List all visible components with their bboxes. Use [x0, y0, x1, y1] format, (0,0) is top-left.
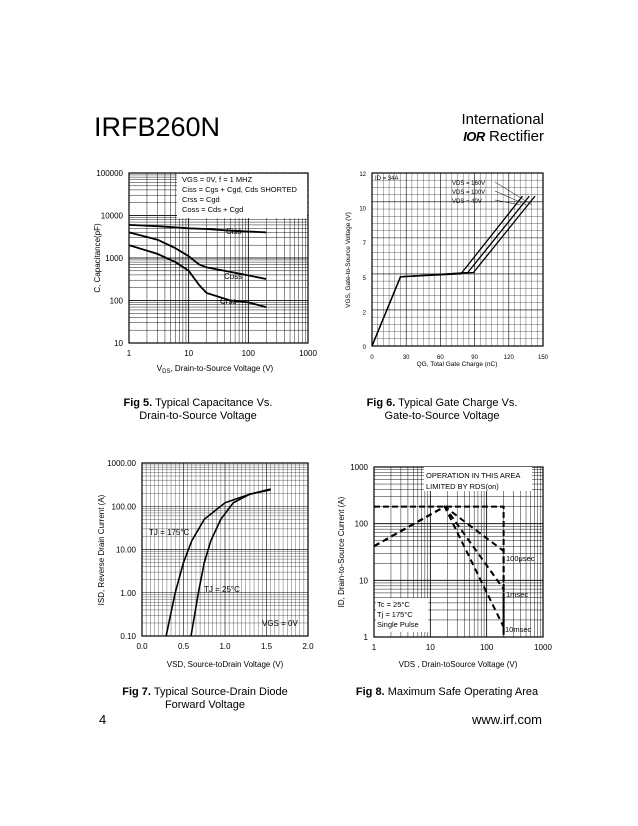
fig8-x-axis-label: VDS , Drain-toSource Voltage (V): [398, 660, 518, 669]
fig8-caption-line1: Maximum Safe Operating Area: [387, 686, 539, 698]
fig8-x-tick-label: 1000: [534, 643, 552, 652]
fig8-caption: [342, 686, 552, 699]
fig6-x-axis-label: QG, Total Gate Charge (nC): [416, 361, 498, 368]
fig5-y-tick-label: 100: [109, 296, 123, 306]
fig5-x-tick-label: 1000: [299, 349, 317, 358]
fig6-y-axis-label: VGS, Gate-to-Source Voltage (V): [345, 212, 352, 308]
fig5-caption-line2: Drain-to-Source Voltage: [139, 410, 257, 422]
fig8-y-axis-label: ID, Drain-to-Source Current (A): [337, 496, 346, 608]
fig7-caption-num: Fig 7.: [122, 686, 151, 698]
fig7-annotation-175: TJ = 175°C: [149, 528, 190, 537]
fig5-condition-text: Crss = Cgd: [182, 195, 220, 204]
fig5-y-tick-label: 10: [114, 339, 123, 348]
fig7-y-tick-label: 0.10: [120, 632, 136, 641]
page-title: IRFB260N: [94, 112, 221, 142]
fig5-x-tick-label: 1: [126, 349, 132, 358]
fig8-note-line2: LIMITED BY RDS(on): [426, 482, 499, 491]
fig6-caption-line1: Typical Gate Charge Vs.: [398, 397, 518, 409]
fig6-y-tick-label: 2: [362, 310, 366, 317]
fig5-x-axis-label: $V_{DS}$, Drain-to-Source Voltage (V): [156, 364, 274, 375]
fig8-x-tick-label: 10: [425, 643, 435, 652]
fig6-x-tick-label: 150: [537, 355, 549, 361]
fig6-y-tick-label: 12: [359, 172, 366, 178]
fig8-condition-text: Tj = 175°C: [377, 610, 413, 619]
fig5-y-tick-label: 1000: [105, 254, 123, 263]
fig8-caption-num: Fig 8.: [355, 686, 385, 698]
fig7-caption-line2: Forward Voltage: [164, 699, 246, 711]
fig6-label-leader: [495, 200, 519, 205]
fig8-condition-text: Single Pulse: [377, 620, 419, 629]
fig5-caption-num: Fig 5.: [123, 397, 153, 409]
fig7-y-tick-label: 1000.00: [107, 459, 136, 468]
fig6-y-tick-label: 10: [359, 206, 366, 213]
fig7-x-tick-label: 1.0: [219, 642, 231, 651]
fig6-id-label: ID = 34A: [375, 176, 399, 182]
fig5-label-crss: Crss: [220, 297, 237, 306]
fig5-y-tick-label: 10000: [100, 211, 123, 221]
fig8-x-tick-label: 1: [371, 643, 377, 652]
fig8-curve-label: 100μsec: [506, 554, 535, 563]
fig6-y-tick-label: 0: [362, 345, 366, 351]
fig7-y-tick-label: 1.00: [120, 588, 136, 598]
fig6-x-tick-label: 120: [503, 355, 514, 361]
fig7-y-axis-label: ISD, Reverse Drain Current (A): [97, 494, 106, 606]
fig6-x-tick-label: 60: [437, 355, 444, 361]
fig7-x-tick-label: 0.0: [136, 642, 148, 651]
fig7-caption-line1: Typical Source-Drain Diode: [153, 686, 288, 698]
fig5-y-tick-label: 100000: [96, 169, 123, 178]
fig5-y-axis-label: C, Capacitance(pF): [93, 223, 102, 293]
logo-line2: Rectifier: [488, 128, 544, 145]
fig7-y-tick-label: 100.00: [111, 502, 136, 512]
fig7-annotation-vgs: VGS = 0V: [262, 619, 298, 628]
fig6-x-tick-label: 90: [471, 355, 478, 361]
fig5-label-ciss: Ciss: [226, 227, 242, 236]
website-url: www.irf.com: [471, 712, 542, 727]
fig7-x-tick-label: 0.5: [177, 642, 190, 651]
logo-line1: International: [461, 111, 544, 128]
fig7-caption: [105, 686, 305, 712]
fig5-condition-text: Ciss = Cgs + Cgd, Cds SHORTED: [182, 185, 297, 194]
fig8-condition-text: Tc = 25°C: [377, 600, 410, 609]
fig8-curve-label: 10msec: [505, 625, 532, 634]
fig6-x-tick-label: 0: [370, 355, 374, 361]
fig8-y-tick-label: 1000: [350, 463, 368, 472]
fig6-caption: [352, 397, 532, 423]
fig5-condition-text: VGS = 0V, f = 1 MHZ: [182, 175, 253, 184]
fig6-x-tick-label: 30: [402, 355, 410, 361]
fig7-y-tick-label: 10.00: [115, 545, 136, 555]
fig5-condition-text: Coss = Cds + Cgd: [182, 205, 244, 214]
fig8-y-tick-label: 100: [354, 519, 368, 529]
logo-ior: IOR: [463, 129, 485, 144]
fig8-y-tick-label: 1: [363, 633, 368, 642]
page-number: 4: [99, 712, 107, 727]
fig6-y-tick-label: 5: [362, 275, 366, 282]
fig8-note-line1: OPERATION IN THIS AREA: [426, 471, 521, 480]
fig8-curve-label: 1msec: [506, 590, 529, 599]
fig7-series-line: [166, 490, 271, 636]
fig6-caption-num: Fig 6.: [366, 397, 396, 409]
fig5-caption-line1: Typical Capacitance Vs.: [155, 397, 273, 409]
fig5-caption: [108, 397, 288, 423]
fig6-series-line: [372, 196, 523, 346]
fig5-x-tick-label: 100: [241, 349, 256, 358]
fig6-series-label: VDS = 160V: [452, 181, 486, 187]
fig5-x-tick-label: 10: [184, 349, 194, 358]
fig7-x-tick-label: 1.5: [260, 642, 273, 651]
fig8-y-tick-label: 10: [359, 576, 368, 586]
fig6-series-label: VDS = 100V: [452, 190, 486, 196]
fig6-series-label: VDS = 40V: [452, 199, 482, 205]
fig7-x-tick-label: 2.0: [302, 642, 314, 651]
fig6-caption-line2: Gate-to-Source Voltage: [384, 410, 500, 422]
fig7-x-axis-label: VSD, Source-toDrain Voltage (V): [166, 660, 284, 669]
fig6-y-tick-label: 7: [362, 241, 366, 248]
fig5-label-coss: Coss: [224, 272, 243, 281]
fig8-x-tick-label: 100: [479, 643, 494, 652]
fig6-series-line: [372, 196, 529, 346]
fig7-annotation-25: TJ = 25°C: [204, 585, 240, 594]
